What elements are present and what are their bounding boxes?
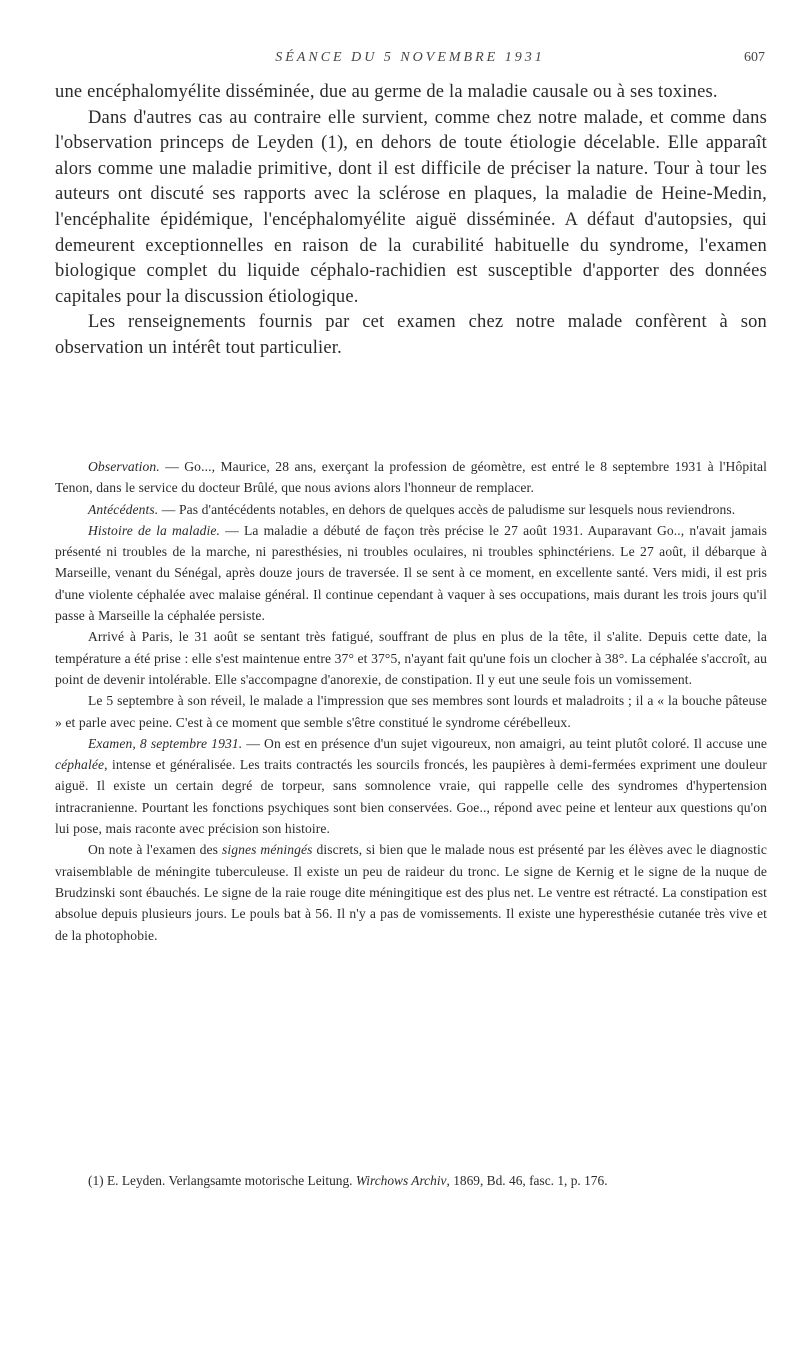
signs-text-a: On note à l'examen des (88, 842, 222, 858)
observation-heading: Observation. (88, 459, 160, 474)
paragraph-continuation: une encéphalomyélite disséminée, due au germe de la maladie causale ou à ses toxines. (55, 82, 718, 102)
arrival-paragraph: Arrivé à Paris, le 31 août se sentant très fatigué, souffrant de plus en plus de la tête, il s'alite. Depuis cette date, la température a été prise : elle s'est maintenue entre 37° et 37°5, n'ayant fait qu'une fois un clocher à 38°. La céphalée s'accroît, au point de devenir intolérable. Elle s'accompagne d'anorexie, de constipation. Il y eut une seule fois un vomissement. (55, 629, 767, 687)
history-heading: Histoire de la maladie. (88, 522, 221, 538)
exam-text-a: — On est en présence d'un sujet vigoureux, non amaigri, au teint plutôt coloré. Il accuse une (242, 735, 767, 751)
exam-italic-term: céphalée (55, 757, 105, 773)
signs-text-b: discrets, si bien que le malade nous est présenté par les élèves avec le diagnostic vraisemblable de méningite tuberculeuse. Il existe un peu de raideur du tronc. Le signe de Kernig et le signe de la nuque de Brudzinski sont ébauchés. Le signe de la raie rouge dite méningitique est des plus net. Le ventre est rétracté. La constipation est absolue depuis plusieurs jours. Le pouls bat à 56. Il n'y a pas de vomissements. Il existe une hyperesthésie cutanée très vive et de la photophobie. (55, 842, 767, 943)
antecedents-heading: Antécédents. (88, 501, 159, 517)
footnote-text-a: (1) E. Leyden. Verlangsamte motorische Leitung. (88, 1173, 356, 1188)
footnote-paragraph (55, 1171, 767, 1191)
footnote (55, 1171, 767, 1191)
paragraph-etiology: Dans d'autres cas au contraire elle survient, comme chez notre malade, et comme dans l'observation princeps de Leyden (1), en dehors de toute étiologie décelable. Elle apparaît alors comme une maladie primitive, dont il est difficile de préciser la nature. Tour à tour les auteurs ont discuté ses rapports avec la sclérose en plaques, la maladie de Heine-Medin, l'encéphalite épidémique, l'encéphalomyélite aiguë disséminée. A défaut d'autopsies, qui demeurent exceptionnelles en raison de la curabilité habituelle du syndrome, l'examen biologique complet du liquide céphalo-rachidien est susceptible d'apporter des données capitales pour la discussion étiologique. (55, 107, 767, 307)
paragraph-interest: Les renseignements fournis par cet examen chez notre malade confèrent à son observation un intérêt tout particulier. (55, 312, 767, 358)
observation-text: — Go..., Maurice, 28 ans, exerçant la profession de géomètre, est entré le 8 septembre 1931 à l'Hôpital Tenon, dans le service du docteur Brûlé, que nous avions alors l'honneur de remplacer. (55, 459, 767, 496)
exam-heading: Examen, 8 septembre 1931. (88, 735, 243, 751)
page-number: 607 (744, 50, 765, 65)
observation-section (55, 456, 767, 946)
page-header (55, 50, 765, 74)
main-text (55, 80, 767, 362)
history-paragraph (55, 520, 767, 626)
footnote-text-b: , 1869, Bd. 46, fasc. 1, p. 176. (446, 1173, 608, 1188)
meningeal-signs-paragraph (55, 839, 767, 945)
signs-italic-term: signes méningés (221, 842, 313, 858)
september-5-paragraph: Le 5 septembre à son réveil, le malade a l'impression que ses membres sont lourds et maladroits ; il a « la bouche pâteuse » et parle avec peine. C'est à ce moment que semble s'être constitué le syndrome cérébelleux. (55, 693, 767, 730)
footnote-journal: Wirchows Archiv (355, 1173, 447, 1188)
antecedents-text: — Pas d'antécédents notables, en dehors de quelques accès de paludisme sur lesquels nous reviendrons. (158, 501, 736, 517)
history-text: — La maladie a débuté de façon très précise le 27 août 1931. Auparavant Go.., n'avait jamais présenté ni troubles de la marche, ni paresthésies, ni troubles oculaires, ni troubles sphinctériens. Le 27 août, il débarque à Marseille, venant du Sénégal, après douze jours de traversée. Il se sent à ce moment, en excellente santé. Vers midi, il est pris d'une violente céphalée avec malaise général. Il continue cependant à vaquer à ses occupations, mais durant les trois jours qu'il passe à Marseille la céphalée persiste. (55, 522, 767, 624)
observation-paragraph (55, 456, 767, 499)
running-title: SÉANCE DU 5 NOVEMBRE 1931 (275, 50, 545, 65)
exam-text-b: , intense et généralisée. Les traits contractés les sourcils froncés, les paupières à demi-fermées expriment une douleur aiguë. Il existe un certain degré de torpeur, sans somnolence vraie, qui rappelle celle des syndromes d'hypertension intracranienne. Pourtant les fonctions psychiques sont bien conservées. Goe.., répond avec peine et lenteur aux questions qu'on lui pose, mais raconte avec précision son histoire. (55, 757, 767, 837)
exam-paragraph (55, 733, 767, 839)
antecedents-paragraph (55, 499, 767, 520)
